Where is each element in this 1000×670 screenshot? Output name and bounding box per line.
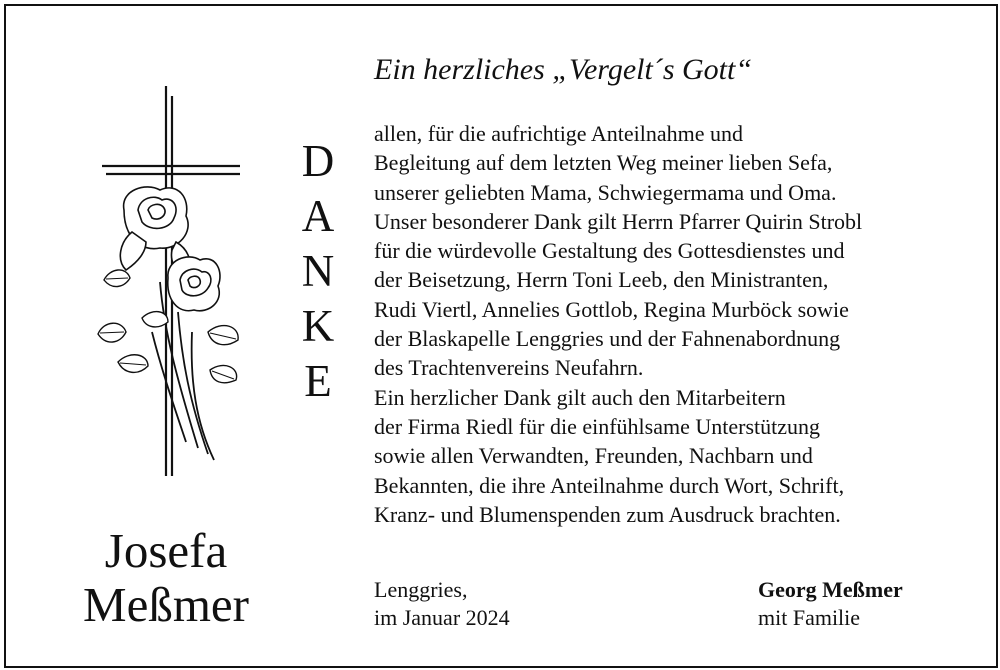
danke-letter: K [301, 301, 335, 351]
deceased-name [36, 524, 296, 632]
thank-you-text [374, 119, 974, 529]
danke-letter: N [301, 246, 335, 296]
text-line: sowie allen Verwandten, Freunden, Nachbarn und [374, 443, 813, 469]
danke-vertical-word [288, 134, 348, 409]
signer-suffix: mit Familie [758, 605, 861, 630]
text-line: der Firma Riedl für die einfühlsame Unterstützung [374, 413, 820, 439]
date: im Januar 2024 [374, 605, 510, 630]
danke-letter: A [301, 191, 335, 241]
last-name: Meßmer [83, 577, 249, 632]
text-line: Ein herzlicher Dank gilt auch den Mitarbeitern [374, 384, 786, 410]
text-line: des Trachtenvereins Neufahrn. [374, 355, 644, 381]
place-date [374, 576, 510, 632]
text-line: der Beisetzung, Herrn Toni Leeb, den Ministranten, [374, 267, 829, 293]
first-name: Josefa [104, 523, 228, 578]
text-line: der Blaskapelle Lenggries und der Fahnenabordnung [374, 326, 841, 352]
text-line: Bekannten, die ihre Anteilnahme durch Wort, Schrift, [374, 472, 845, 498]
signer-name: Georg Meßmer [758, 577, 903, 602]
text-line: Unser besonderer Dank gilt Herrn Pfarrer Quirin Strobl [374, 208, 863, 234]
text-line: Begleitung auf dem letzten Weg meiner lieben Sefa, [374, 150, 833, 176]
cross-with-roses-icon [90, 82, 260, 482]
danke-letter: E [304, 356, 332, 406]
text-line: Kranz- und Blumenspenden zum Ausdruck brachten. [374, 501, 841, 527]
danke-letter: D [301, 136, 335, 186]
text-line: Rudi Viertl, Annelies Gottlob, Regina Murböck sowie [374, 296, 849, 322]
text-line: für die würdevolle Gestaltung des Gottesdienstes und [374, 238, 845, 264]
city: Lenggries, [374, 577, 468, 602]
signature [758, 576, 903, 632]
obituary-card [4, 4, 998, 668]
heading: Ein herzliches „Vergelt´s Gott“ [374, 53, 753, 86]
text-line: unserer geliebten Mama, Schwiegermama und Oma. [374, 179, 837, 205]
text-line: allen, für die aufrichtige Anteilnahme und [374, 121, 743, 146]
